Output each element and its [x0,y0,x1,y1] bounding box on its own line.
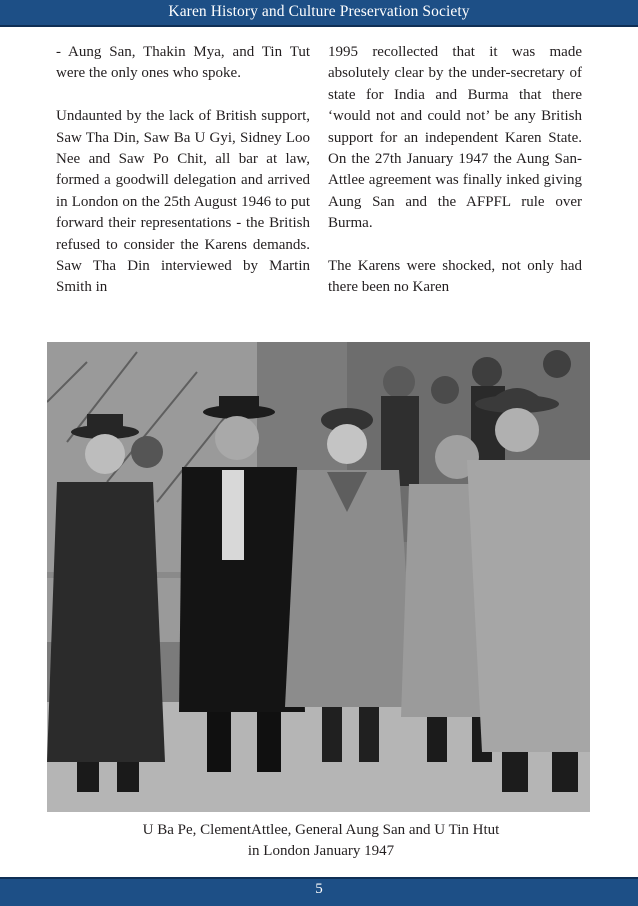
article-left-column [56,42,310,299]
caption-line: U Ba Pe, ClementAttlee, General Aung San and U Tin Htut [142,822,500,838]
article-paragraph: The Karens were shocked, not only had there been no Karen [328,258,582,296]
caption-line: in London January 1947 [247,843,395,859]
article-paragraph: 1995 recollected that it was made absolutely clear by the under-secretary of state for India and Burma that there ‘would not and could not’ be any British support for an independent Karen State. On the 27th January 1947 the Aung San-Attlee agreement was finally inked giving Aung San and the AFPFL rule over Burma. [328,44,582,232]
article-right-column [328,42,582,299]
photo-illustration [47,342,590,812]
photo-caption [56,820,586,862]
header-title: Karen History and Culture Preservation Society [168,3,470,20]
article-paragraph: - Aung San, Thakin Mya, and Tin Tut were the only ones who spoke. [56,44,310,82]
article-paragraph: Undaunted by the lack of British support, Saw Tha Din, Saw Ba U Gyi, Sidney Loo Nee and Saw Po Chit, all bar at law, formed a goodwill delegation and arrived in London on the 25th August 1946 to put forward their representations - the British refused to consider the Karens demands. Saw Tha Din interviewed by Martin Smith in [56,108,310,296]
page-number: 5 [315,881,323,897]
historical-photo [47,342,590,812]
